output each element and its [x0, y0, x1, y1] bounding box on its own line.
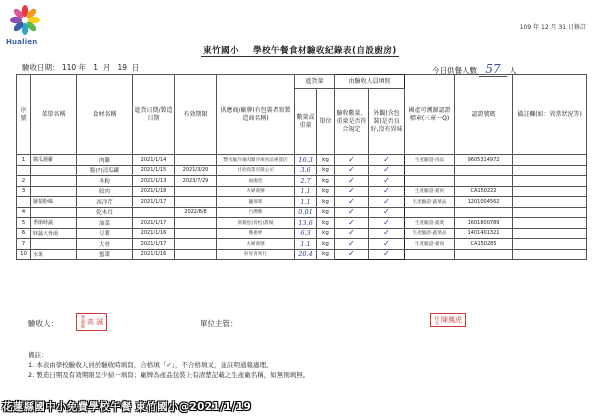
- row-arrival: 2021/1/15: [133, 165, 175, 176]
- row-check-qty: ✓: [335, 197, 369, 208]
- row-check-qty: ✓: [335, 239, 369, 250]
- row-seq: 3: [17, 186, 31, 197]
- row-expiry: [175, 228, 217, 239]
- diners-value: 57: [479, 62, 506, 77]
- row-check-look: ✓: [369, 239, 405, 250]
- row-mark: 生產驗證-肉品: [405, 155, 455, 166]
- row-qty: 0.01: [295, 207, 317, 218]
- row-cert: CA150285: [455, 239, 513, 250]
- row-ingredient: 豆薯: [77, 228, 133, 239]
- inspection-date: 驗收日期： 110 年 1 月 19 日: [22, 63, 140, 72]
- row-note: [513, 228, 587, 239]
- row-cert: 9605314972: [455, 155, 513, 166]
- row-arrival: 2021/1/18: [133, 186, 175, 197]
- row-mark: 生產驗證-蔬菜品: [405, 197, 455, 208]
- row-arrival: 2021/1/17: [133, 218, 175, 229]
- row-supplier: 鑼那菜: [217, 197, 295, 208]
- row-note: [513, 249, 587, 260]
- row-expiry: [175, 186, 217, 197]
- row-dish: 醬瓜燒雞: [31, 155, 77, 166]
- row-check-look: ✓: [369, 207, 405, 218]
- row-dish: 蘿蔔粉絲: [31, 197, 77, 208]
- row-supplier: 新穀松(青松)農場: [217, 218, 295, 229]
- row-dish: [31, 176, 77, 187]
- row-supplier: 火婦商號: [217, 239, 295, 250]
- row-supplier: 鄭惠婷: [217, 228, 295, 239]
- row-check-qty: ✓: [335, 218, 369, 229]
- row-dish: 季節時蔬: [31, 218, 77, 229]
- diners-count: 今日供餐人數 57 人: [432, 62, 517, 76]
- note-2: 2. 製造日期及有效期限呈少掃一填寫；廠牌為產品包裝上有清楚記載之生產廠名稱，如無則填無。: [28, 371, 310, 379]
- row-supplier: 鈴昇青果行: [217, 249, 295, 260]
- row-check-qty: ✓: [335, 155, 369, 166]
- header-inspect-qty: 驗收數量、重量是否符合規定: [335, 89, 369, 155]
- table-row: [17, 228, 587, 239]
- row-unit: kg: [317, 239, 335, 250]
- row-seq: [17, 165, 31, 176]
- principal-seal-title: 校長: [434, 315, 439, 325]
- row-arrival: [133, 207, 175, 218]
- unit-head-label: 單位主管：: [200, 319, 238, 328]
- row-dish: [31, 186, 77, 197]
- row-check-qty: ✓: [335, 165, 369, 176]
- row-ingredient: 脆(?)清瓜罐: [77, 165, 133, 176]
- row-note: [513, 186, 587, 197]
- row-cert: [455, 165, 513, 176]
- row-cert: 1601800789: [455, 218, 513, 229]
- row-expiry: [175, 197, 217, 208]
- row-note: [513, 207, 587, 218]
- row-expiry: [175, 218, 217, 229]
- row-check-qty: ✓: [335, 176, 369, 187]
- row-check-qty: ✓: [335, 249, 369, 260]
- page-title: [0, 44, 600, 56]
- row-seq: 6: [17, 228, 31, 239]
- row-seq: 5: [17, 218, 31, 229]
- table-row: [17, 176, 587, 187]
- row-mark: [405, 176, 455, 187]
- table-row: [17, 155, 587, 166]
- row-check-look: ✓: [369, 155, 405, 166]
- logo-text: Hualien: [6, 38, 38, 46]
- header-seq: 序號: [17, 75, 31, 155]
- row-qty: 3.6: [295, 165, 317, 176]
- row-arrival: 2021/1/16: [133, 228, 175, 239]
- row-note: [513, 176, 587, 187]
- inspector-label: 驗收人：: [28, 319, 58, 328]
- row-qty: 1.1: [295, 239, 317, 250]
- table-row: [17, 197, 587, 208]
- row-arrival: 2021/1/17: [133, 197, 175, 208]
- row-qty: 1.1: [295, 197, 317, 208]
- table-row: [17, 207, 587, 218]
- row-check-qty: ✓: [335, 186, 369, 197]
- table-row: [17, 218, 587, 229]
- row-unit: kg: [317, 186, 335, 197]
- row-supplier: 台灣牌: [217, 207, 295, 218]
- principal-seal: [430, 313, 466, 327]
- row-unit: kg: [317, 228, 335, 239]
- row-note: [513, 155, 587, 166]
- header-expiry: 有效期限: [175, 75, 217, 155]
- row-mark: [405, 249, 455, 260]
- header-incoming: 進貨量: [295, 75, 335, 89]
- inspector-seal-name: 高 誠: [87, 317, 104, 326]
- row-check-look: ✓: [369, 186, 405, 197]
- row-seq: [17, 197, 31, 208]
- row-expiry: 2023/7/29: [175, 176, 217, 187]
- row-dish: [31, 207, 77, 218]
- header-supplier: 供應商/廠牌(有包裝者寫製造商名稱): [217, 75, 295, 155]
- row-note: [513, 197, 587, 208]
- row-seq: 1: [17, 155, 31, 166]
- row-unit: kg: [317, 155, 335, 166]
- header-inspect: 由驗收人員填寫: [335, 75, 405, 89]
- row-dish: 時蔬大骨湯: [31, 228, 77, 239]
- row-check-look: ✓: [369, 228, 405, 239]
- row-supplier: 豐水級冷凍肉類冷凍食品專賣店: [217, 155, 295, 166]
- school-name: 東竹國小: [203, 46, 240, 56]
- table-row: [17, 186, 587, 197]
- row-seq: 2: [17, 176, 31, 187]
- row-check-look: ✓: [369, 176, 405, 187]
- row-expiry: 2021/3/20: [175, 165, 217, 176]
- row-arrival: 2021/1/16: [133, 249, 175, 260]
- row-supplier: 甘哈商業有限公司: [217, 165, 295, 176]
- row-qty: 20.4: [295, 249, 317, 260]
- header-qty: 數量或重量: [295, 89, 317, 155]
- row-ingredient: 油菜: [77, 218, 133, 229]
- row-check-look: ✓: [369, 197, 405, 208]
- row-unit: kg: [317, 176, 335, 187]
- table-row: [17, 165, 587, 176]
- row-cert: 1401401321: [455, 228, 513, 239]
- inspection-table: [16, 74, 587, 260]
- form-name: 學校午餐食材驗收紀錄表(自設廚房): [253, 46, 397, 56]
- row-note: [513, 218, 587, 229]
- row-cert: CA150222: [455, 186, 513, 197]
- row-dish: [31, 165, 77, 176]
- row-ingredient: 冬粉: [77, 176, 133, 187]
- header-dish: 菜單名稱: [31, 75, 77, 155]
- row-qty: 13.6: [295, 218, 317, 229]
- row-supplier: 火婦商號: [217, 186, 295, 197]
- table-row: [17, 239, 587, 250]
- row-arrival: 2021/1/14: [133, 155, 175, 166]
- row-expiry: [175, 249, 217, 260]
- header-note: 備註欄(如：異常狀況等): [513, 75, 587, 155]
- row-mark: [405, 207, 455, 218]
- row-seq: 4: [17, 207, 31, 218]
- row-mark: [405, 165, 455, 176]
- footer-caption: 花蓮縣國中小免費學校午餐 東竹國小@2021/1/19: [2, 401, 252, 413]
- revision-date: 109 年 12 月 31 日修訂: [519, 24, 586, 31]
- header-ingredient: 食材名稱: [77, 75, 133, 155]
- inspector-seal: [76, 313, 107, 331]
- row-seq: 7: [17, 239, 31, 250]
- row-mark: 生產驗證-豬肉: [405, 239, 455, 250]
- row-mark: 生產驗證-豬肉: [405, 186, 455, 197]
- row-ingredient: 乾木耳: [77, 207, 133, 218]
- row-check-look: ✓: [369, 249, 405, 260]
- row-check-look: ✓: [369, 218, 405, 229]
- row-ingredient: 肉雞: [77, 155, 133, 166]
- notes-title: 備註：: [28, 351, 48, 359]
- row-qty: 1.1: [295, 186, 317, 197]
- row-seq: 10: [17, 249, 31, 260]
- principal-seal-name: 陳鳳虎: [441, 316, 462, 324]
- row-qty: 16.3: [295, 155, 317, 166]
- row-expiry: [175, 239, 217, 250]
- table-row: [17, 249, 587, 260]
- row-ingredient: 蜜棗: [77, 249, 133, 260]
- row-mark: 生產驗證-蔬菜: [405, 218, 455, 229]
- row-arrival: 2021/1/13: [133, 176, 175, 187]
- row-arrival: 2021/1/17: [133, 239, 175, 250]
- row-ingredient: 絞肉: [77, 186, 133, 197]
- row-unit: kg: [317, 207, 335, 218]
- row-unit: kg: [317, 165, 335, 176]
- header-unit: 單位: [317, 89, 335, 155]
- row-dish: [31, 239, 77, 250]
- row-check-look: ✓: [369, 165, 405, 176]
- row-unit: kg: [317, 218, 335, 229]
- row-cert: 1201004562: [455, 197, 513, 208]
- note-1: 1. 本表由學校驗收人員於驗收時填寫，合格填「✓」，不合格填叉，並註明通報處理。: [28, 361, 273, 369]
- notes: [28, 350, 309, 380]
- row-cert: [455, 207, 513, 218]
- row-qty: 6.3: [295, 228, 317, 239]
- row-cert: [455, 249, 513, 260]
- inspector-seal-title: 營養師: [80, 315, 85, 329]
- row-cert: [455, 176, 513, 187]
- header-mark: 國產可溯源認證標章(三章一Q): [405, 75, 455, 155]
- row-note: [513, 165, 587, 176]
- row-expiry: [175, 155, 217, 166]
- row-mark: 生產驗證-蔬菜品: [405, 228, 455, 239]
- row-unit: kg: [317, 249, 335, 260]
- row-note: [513, 239, 587, 250]
- row-check-qty: ✓: [335, 228, 369, 239]
- row-qty: 2.7: [295, 176, 317, 187]
- row-supplier: 福鴻堂: [217, 176, 295, 187]
- row-check-qty: ✓: [335, 207, 369, 218]
- row-dish: 水果: [31, 249, 77, 260]
- row-ingredient: 西洋芹: [77, 197, 133, 208]
- row-ingredient: 大骨: [77, 239, 133, 250]
- row-expiry: 2022/8/8: [175, 207, 217, 218]
- header-cert: 認證號碼: [455, 75, 513, 155]
- header-inspect-look: 外觀(含包裝)是否良好,沒有異味: [369, 89, 405, 155]
- header-arrival: 進貨日期/製造日期: [133, 75, 175, 155]
- row-unit: kg: [317, 197, 335, 208]
